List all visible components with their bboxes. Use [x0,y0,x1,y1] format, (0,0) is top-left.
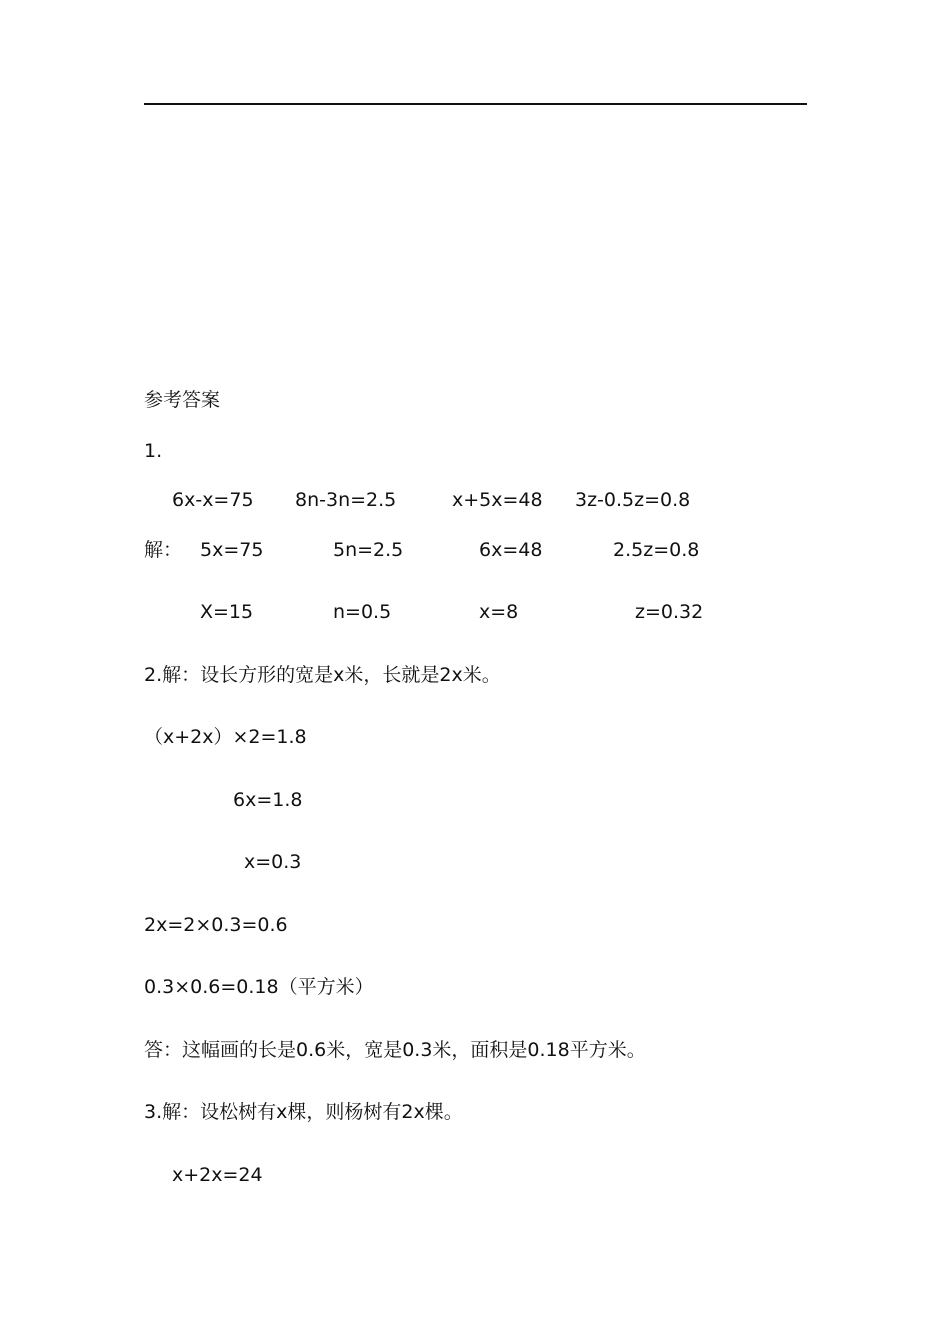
top-rule [144,103,807,105]
q1-step1-c: 6x=48 [479,539,543,561]
q2-line-3: x=0.3 [244,851,302,873]
q2-intro: 2.解：设长方形的宽是x米，长就是2x米。 [144,664,501,686]
q1-step1-d: 2.5z=0.8 [613,539,700,561]
q1-step2-d: z=0.32 [635,601,704,623]
q1-equation-b: 8n-3n=2.5 [295,489,397,511]
q1-step2-a: X=15 [200,601,254,623]
q1-step2-c: x=8 [479,601,519,623]
answer-key-heading: 参考答案 [144,389,221,411]
q1-step2-b: n=0.5 [333,601,392,623]
q1-step1-b: 5n=2.5 [333,539,404,561]
q2-line-4: 2x=2×0.3=0.6 [144,914,288,936]
q2-line-2: 6x=1.8 [233,789,303,811]
q1-number: 1. [144,440,163,462]
q2-line-1: （x+2x）×2=1.8 [144,726,307,748]
q2-line-5: 0.3×0.6=0.18（平方米） [144,976,374,998]
q3-intro: 3.解：设松树有x棵，则杨树有2x棵。 [144,1101,463,1123]
q3-line-1: x+2x=24 [172,1164,263,1186]
q1-equation-c: x+5x=48 [452,489,543,511]
q1-solve-label: 解： [144,539,183,561]
q1-step1-a: 5x=75 [200,539,264,561]
q1-equation-a: 6x-x=75 [172,489,254,511]
q2-answer: 答：这幅画的长是0.6米，宽是0.3米，面积是0.18平方米。 [144,1039,646,1061]
q1-equation-d: 3z-0.5z=0.8 [575,489,691,511]
